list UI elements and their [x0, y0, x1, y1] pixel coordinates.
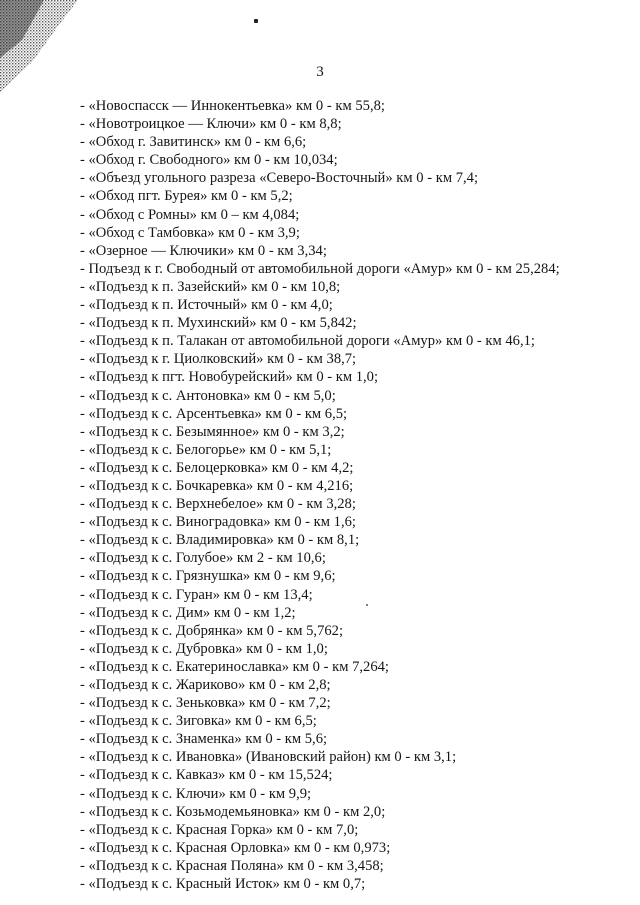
- road-list-item: - «Подъезд к с. Дубровка» км 0 - км 1,0;: [80, 640, 328, 657]
- road-list-item: - «Подъезд к с. Жариково» км 0 - км 2,8;: [80, 677, 331, 693]
- road-list-item: - «Подъезд к пгт. Новобурейский» км 0 - км 1,0;: [80, 369, 379, 386]
- road-list-item: - «Новоспасск — Иннокентьевка» км 0 - км 55,8;: [80, 98, 385, 114]
- road-list-item: - «Подъезд к с. Кавказ» км 0 - км 15,524;: [80, 767, 333, 784]
- road-list-item: - «Подъезд к с. Бочкаревка» км 0 - км 4,216;: [80, 477, 354, 494]
- road-list-item: - «Подъезд к с. Красная Орловка» км 0 - км 0,973;: [80, 839, 391, 856]
- road-list-item: - «Подъезд к с. Козьмодемьяновка» км 0 - км 2,0;: [80, 803, 386, 820]
- road-list-item: - «Подъезд к с. Ивановка» (Ивановский район) км 0 - км 3,1;: [80, 749, 457, 766]
- road-list-item: - «Обход пгт. Бурея» км 0 - км 5,2;: [80, 188, 293, 205]
- road-list-item: - «Объезд угольного разреза «Северо-Восточный» км 0 - км 7,4;: [80, 170, 479, 187]
- road-list-item: - «Подъезд к с. Екатеринославка» км 0 - км 7,264;: [80, 658, 389, 675]
- road-list-item: - «Подъезд к г. Циолковский» км 0 - км 38,7;: [80, 351, 357, 368]
- road-list-item: - Подъезд к г. Свободный от автомобильной дороги «Амур» км 0 - км 25,284;: [80, 260, 560, 277]
- road-list-item: - «Подъезд к с. Красная Поляна» км 0 - км 3,458;: [80, 857, 384, 874]
- road-list-item: - «Обход с Ромны» км 0 – км 4,084;: [80, 206, 300, 223]
- road-list-item: - «Подъезд к с. Голубое» км 2 - км 10,6;: [80, 550, 326, 567]
- road-list-item: - «Подъезд к с. Зиговка» км 0 - км 6,5;: [80, 713, 317, 730]
- road-list-item: - «Подъезд к с. Владимировка» км 0 - км 8,1;: [80, 532, 360, 549]
- road-list-item: - «Подъезд к п. Талакан от автомобильной дороги «Амур» км 0 - км 46,1;: [80, 333, 535, 350]
- road-list-item: - «Подъезд к п. Зазейский» км 0 - км 10,8;: [80, 278, 341, 295]
- road-list-item: - «Подъезд к с. Безымянное» км 0 - км 3,2;: [80, 423, 345, 440]
- road-list-item: - «Подъезд к с. Грязнушка» км 0 - км 9,6;: [80, 568, 336, 585]
- road-list-item: - «Озерное — Ключики» км 0 - км 3,34;: [80, 242, 327, 259]
- road-list-item: - «Подъезд к с. Красная Горка» км 0 - км 7,0;: [80, 821, 359, 838]
- road-list-item: - «Подъезд к с. Белогорье» км 0 - км 5,1;: [80, 441, 332, 458]
- road-list-item: - «Подъезд к п. Источный» км 0 - км 4,0;: [80, 297, 333, 314]
- road-list-item: - «Новотроицкое — Ключи» км 0 - км 8,8;: [80, 116, 342, 133]
- road-list-item: - «Обход г. Свободного» км 0 - км 10,034;: [80, 152, 338, 169]
- road-list-item: - «Подъезд к п. Мухинский» км 0 - км 5,842;: [80, 315, 357, 332]
- road-list-item: - «Подъезд к с. Арсентьевка» км 0 - км 6,5;: [80, 405, 348, 422]
- road-list-item: - «Подъезд к с. Виноградовка» км 0 - км 1,6;: [80, 514, 356, 531]
- road-list-item: - «Обход г. Завитинск» км 0 - км 6,6;: [80, 134, 307, 151]
- page-number: 3: [316, 64, 324, 80]
- road-list-item: - «Подъезд к с. Знаменка» км 0 - км 5,6;: [80, 731, 328, 748]
- road-list: [80, 97, 560, 893]
- road-list-item: - «Подъезд к с. Верхнебелое» км 0 - км 3,28;: [80, 496, 356, 513]
- road-list-item: - «Подъезд к с. Добрянка» км 0 - км 5,762;: [80, 622, 344, 639]
- road-list-item: - «Подъезд к с. Антоновка» км 0 - км 5,0;: [80, 387, 336, 404]
- road-list-item: - «Подъезд к с. Дим» км 0 - км 1,2;: [80, 604, 296, 621]
- scan-speck: [254, 19, 258, 23]
- road-list-item: - «Подъезд к с. Зеньковка» км 0 - км 7,2;: [80, 695, 331, 712]
- road-list-item: - «Подъезд к с. Красный Исток» км 0 - км 0,7;: [80, 876, 366, 893]
- road-list-item: - «Обход с Тамбовка» км 0 - км 3,9;: [80, 224, 300, 241]
- road-list-item: - «Подъезд к с. Белоцерковка» км 0 - км 4,2;: [80, 459, 354, 476]
- road-list-item: - «Подъезд к с. Гуран» км 0 - км 13,4;: [80, 586, 313, 603]
- road-list-item: - «Подъезд к с. Ключи» км 0 - км 9,9;: [80, 785, 312, 802]
